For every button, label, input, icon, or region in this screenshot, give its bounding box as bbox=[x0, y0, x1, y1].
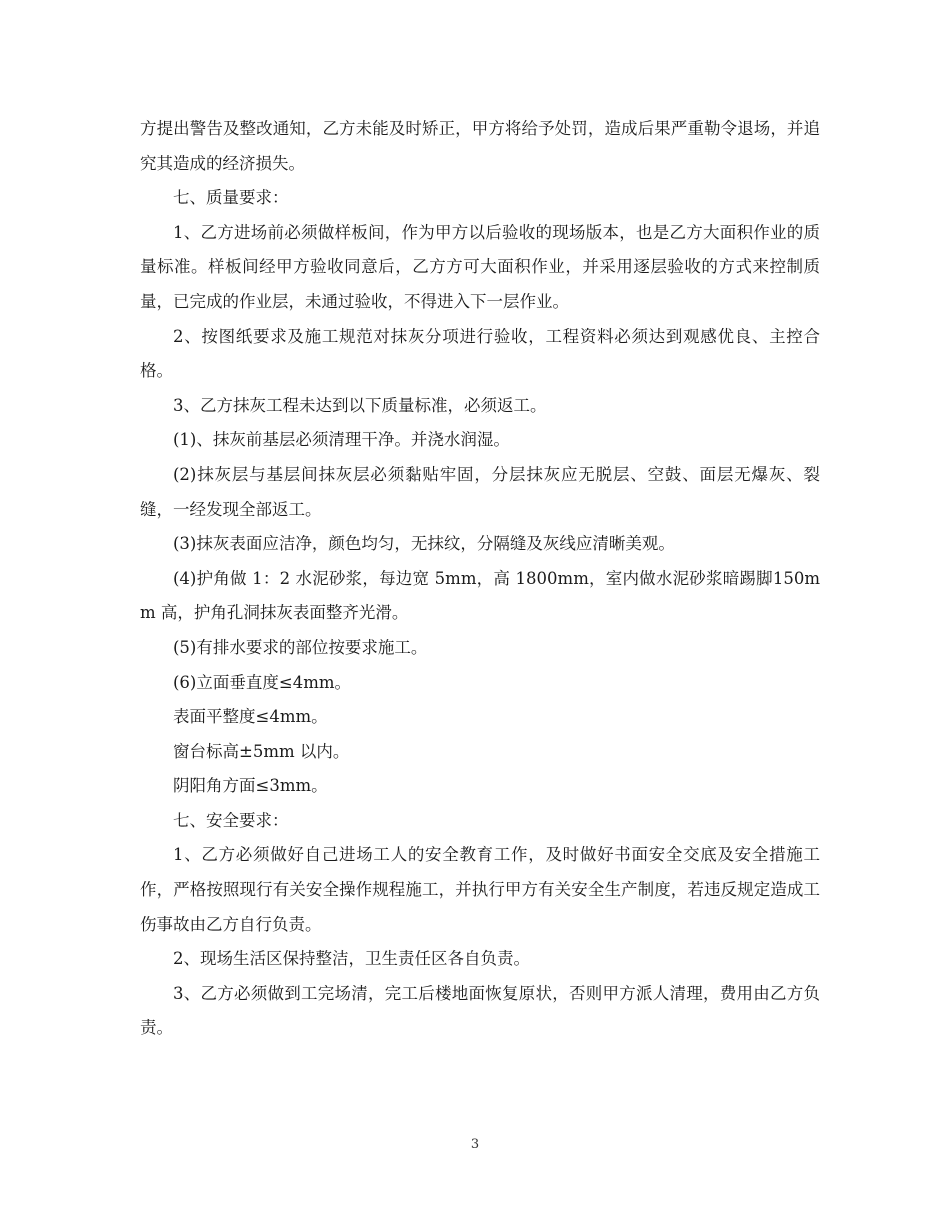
page-number: 3 bbox=[470, 1137, 480, 1152]
paragraph-corner-squareness: 阴阳角方面≤3mm。 bbox=[173, 776, 328, 796]
paragraph-quality-2: 2、按图纸要求及施工规范对抹灰分项进行验收，工程资料必须达到观感优良、主控合格。 bbox=[140, 326, 820, 381]
section-heading-quality: 七、质量要求： bbox=[173, 188, 289, 208]
paragraph-item-6: (6)立面垂直度≤4mm。 bbox=[173, 672, 351, 692]
body-text bbox=[140, 112, 820, 1046]
paragraph-item-2: (2)抹灰层与基层间抹灰层必须黏贴牢固，分层抹灰应无脱层、空鼓、面层无爆灰、裂缝，一经发现全部返工。 bbox=[140, 464, 820, 519]
paragraph-continuation: 方提出警告及整改通知，乙方未能及时矫正，甲方将给予处罚，造成后果严重勒令退场，并追究其造成的经济损失。 bbox=[140, 119, 820, 173]
paragraph-item-5: (5)有排水要求的部位按要求施工。 bbox=[173, 637, 428, 657]
paragraph-item-4: (4)护角做 1：2 水泥砂浆，每边宽 5mm，高 1800mm，室内做水泥砂浆暗踢脚150mm 高，护角孔洞抹灰表面整齐光滑。 bbox=[140, 568, 820, 623]
section-heading-safety: 七、安全要求： bbox=[173, 810, 289, 830]
paragraph-quality-3: 3、乙方抹灰工程未达到以下质量标准，必须返工。 bbox=[173, 395, 547, 415]
paragraph-safety-1: 1、乙方必须做好自己进场工人的安全教育工作，及时做好书面安全交底及安全措施工作，严格按照现行有关安全操作规程施工，并执行甲方有关安全生产制度，若违反规定造成工伤事故由乙方自行负责。 bbox=[140, 845, 820, 934]
paragraph-item-1: (1)、抹灰前基层必须清理干净。并浇水润湿。 bbox=[173, 430, 510, 450]
paragraph-quality-1: 1、乙方进场前必须做样板间，作为甲方以后验收的现场版本，也是乙方大面积作业的质量标准。样板间经甲方验收同意后，乙方方可大面积作业，并采用逐层验收的方式来控制质量，已完成的作业层，未通过验收，不得进入下一层作业。 bbox=[140, 222, 820, 311]
paragraph-sill-height: 窗台标高±5mm 以内。 bbox=[173, 741, 350, 761]
paragraph-item-3: (3)抹灰表面应洁净，颜色均匀，无抹纹，分隔缝及灰线应清晰美观。 bbox=[173, 534, 675, 554]
paragraph-safety-3: 3、乙方必须做到工完场清，完工后楼地面恢复原状，否则甲方派人清理，费用由乙方负责。 bbox=[140, 983, 820, 1038]
paragraph-flatness: 表面平整度≤4mm。 bbox=[173, 707, 328, 727]
paragraph-safety-2: 2、现场生活区保持整洁，卫生责任区各自负责。 bbox=[173, 949, 530, 969]
